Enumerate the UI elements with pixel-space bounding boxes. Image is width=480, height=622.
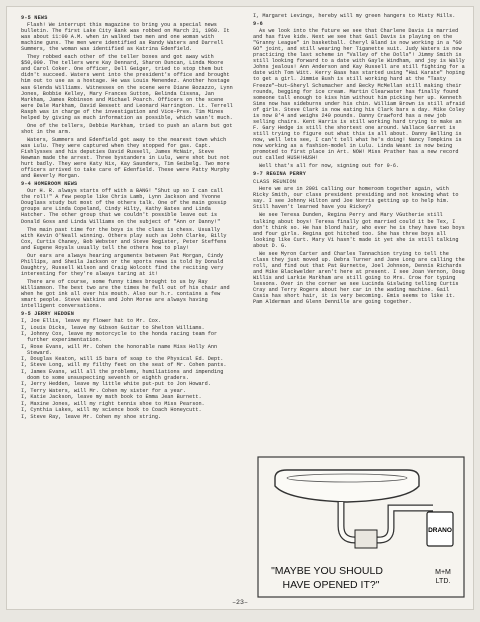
will-list-item: I, Steve Long, will my filthy feet on the seat of Mr. Cohen pants.	[21, 362, 227, 369]
will-list-item: I, Rose Evans, will Mr. Cohen the honorable name Miss Holly Ann Steward.	[21, 343, 218, 356]
news-paragraph: Flash! We interrupt this magazine to bring you a special news bulletin. The first Lake City Bank was robbed on March 21, 1960. It was about 11:00 A.M. when in walked two men and one woman with machine guns. The men were identified as Randy Waters and Darrell Summers, the woman was identified as Katrina Edenfield.	[21, 22, 230, 53]
will-list-item: I, James Evans, will all the problems, humiliations and impending doom to some unsuspecting seventh or eighth graders.	[21, 368, 224, 381]
section-title-9-5-news: 9-5 NEWS	[21, 15, 48, 21]
right-column	[253, 13, 465, 307]
news-paragraph: Waters, Summers and Edenfield got away to the nearest town which was Lulu. They were captured when they stopped for gas. Capt. Fishlysses and his deputies David Russell, James McNair, Steve Newman made the arrest. Three bystanders in Lulu, were shot but not hurt badly. They were Katy Nix, Kay Saunders, Tim Geibelg. Two more officers arrived to take care of Edenfield. These were Patty Murphy and Beverly Morgan.	[21, 136, 230, 180]
will-list-item: I, Steve Ray, leave Mr. Cohen my shoe string.	[21, 413, 162, 420]
will-list-item: I, Johnny Cox, leave my motorcycle to the honda racing team for further experimentation.	[21, 331, 218, 344]
future-paragraph: As we look into the future we see that Charlene Davis is married and has five kids. Next we see that Gail Davis is playing on the "Granny League" in basketball. Cheryl Bland is now working in a "GO GO" joint, and still wearing her Tiganette suit. Judy Waters is now practicing the last scheme in "Valley of the Dolls"! Jimmy Smith is still looking forward to a date with Gayle Windham, and joy is Wally Johns jealous! Ann Anderson and Kay Russell are still fighting for a date with Tom Witt. Kerry Baas has started using "Hai Karate" hoping to get a girl. Jimmie Bush is still working hard at the "Tasty Freeze"—but—Sheryl Schumacher and Becky McMellan still making their rounds, begging for ice cream. Martin Clearwater has finally found someone tall enough to kiss him without him picking her up. Kenneth Sims now has sideburns under his chin. William Brown is still afraid of girls. Steve Clark is now eating his Clark bars a day. Mike Coley is now 8'4 and weighs 240 pounds. Danny Crawford has a new job selling chairs. Kent Harris is still working hard trying to make an F. Gary Hedge is still the shortest one around. Wallace Garret is still trying to figure out what this is all about. Danny Belling is now, well lets see, I can't tell what he's doing! Nancy Tompkins is now working as a fashion-model in Lulu. Linda Weant is now being promoted to first place in Art. NOW! Miss Prather has a new record out called HUSH!HUSH!	[253, 28, 465, 162]
will-list-item: I, Cynthia Lakes, will my science book to Coach Honeycutt.	[21, 407, 202, 414]
will-list-item: I, Douglas Keaton, will 15 bars of soap to the Physical Ed. Dept.	[21, 356, 224, 363]
news-paragraph: They robbed each other of the teller boxes and got away with $50,000. The tellers were Kay Dennard, Sharon Duncan, Linda Moore and Carol Coker. One officer, Dell Geiger, tried to stop them but didn't succeed. Waters went into the president's office and brought him out to use as a hostage. He was Louis Menendez. Another hostage was Glenda Williams. Witnesses on the scene were Diane Bozazzo, Lynn Jones, Bobbie Kelley, Mary Frances Sutton, Belinda Cissna, Jan Markham, James Robinson and Michael Poarch. Officers on the scene were Dale Markham, David Bessett and Leonard Harrington. Lt. Terrell Rasph was in charge of the investigation and Vice-Pres. Tim Mines helped by giving as much information as possible, which wasn't much.	[21, 54, 233, 121]
page-number: –23–	[232, 599, 248, 606]
will-list-item: I, Terry Waters, will Mr. Cohen my sister for a year.	[21, 387, 186, 394]
will-list	[21, 318, 233, 419]
will-continued: I, Margaret Levings, hereby will my green hangers to Misty Mills.	[253, 13, 456, 19]
section-title-jerry-hedden: 9-5 JERRY HEDDEN	[21, 311, 75, 318]
subtitle-class-reunion: CLASS REUNION	[253, 179, 297, 186]
cartoon-caption-line1: "MAYBE YOU SHOULD	[271, 565, 383, 577]
future-signoff: Well that's all for now, signing out for 9-6.	[259, 163, 400, 170]
section-title-homeroom-news: 9-4 HOMEROOM NEWS	[21, 181, 78, 188]
will-list-item: I, Maxine Jones, will my right tennis shoe to Miss Pearson.	[21, 400, 205, 407]
section-title-9-6: 9-6	[253, 21, 263, 28]
homeroom-paragraph: Our ears are always hearing arguments between Pat Morgan, Cindy Phillips, and Sheila Jackson or the sports news is told by Donald Daughtry, Russell Wilson and Craig Wolcott find the reciting very interesting for they're always taring at it!	[21, 252, 224, 277]
reunion-paragraph: We see Teresa Dunden, Regina Perry and Mary VGutherie still talking about boys! Teresa finally got married could it be Tex, I don't think so. He has blond hair, who ever he is they have two boys and four girls. Regina got hitched too. She has three boys all looking like Curt. Mary Vi hasn't made it yet she is still talking about D. G.	[253, 212, 465, 249]
homeroom-paragraph: Our H. R. always starts off with a BANG! "Shut up so I can call the roll!" A few people like Chris Lamb, Lynn Jackson and Yvonne Douglass study but most of the others talk. One of the main gossip groups are Linda Copeland, Cindy Hilty, Kathy Bates and Linda Hatcher. The other group that we couldn't possible leave out is Donald Goss and Linda Williams on the subject of "Ann or Danny!"	[21, 188, 227, 225]
news-paragraph: One of the tellers, Debbie Markham, tried to push an alarm but got shot in the arm.	[21, 122, 233, 135]
can-label: DRANO	[428, 527, 452, 534]
artist-signature-line1: M+M	[435, 569, 451, 576]
will-list-item: I, Jerry Hedden, leave my little white put-put to Jon Howard.	[21, 381, 211, 388]
reunion-paragraph: Here we are in 2001 calling our homeroom together again, with Ricky Smith, our class president presiding and not knowing what to say. I see Johnny Hilton and Joe Norris getting up to help him. Still haven't learned have you Rickey?	[253, 186, 459, 211]
cartoon-caption-line2: HAVE OPENED IT?"	[282, 579, 380, 591]
will-list-item: I, Katie Jackson, leave my math book to Emma Jean Burnett.	[21, 394, 202, 401]
will-list-item: I, Louis Dicks, leave my Gibson Guitar to Shelton Williams.	[21, 324, 205, 331]
can-icon	[355, 530, 377, 548]
homeroom-paragraph: There are of course, some funny times brought to us by Ray Williamson. The best two are the times he fell out of his chair and when he got ink all over his mouth. Also our h.r. contains a few smart people. Steve Watkins and John Morse are always having intelligent conversations.	[21, 278, 230, 310]
artist-signature-line2: LTD.	[435, 578, 451, 585]
will-list-item: I, Joe Ellis, leave my flower hat to Mr. Cox.	[21, 318, 162, 325]
reunion-paragraph: We see Myron Carter and Charles Tannachion trying to tell the class they just moved up. Debra Turner and Jane Long are calling the roll, and find out that Pat Burnette, Joel Johnson, Dennis Richards and Mike Blackwelder aren't here at present. I see Joan Vernon, Doug Willis and Larkie Markham are still going to Mrs. Crow for typing lessons. Over in the corner we see Lucinda Gislwing telling Curtis Cray and Terry Rogers about her car in the wading machine. Gail Casis has short hair, it is very becoming. Emis seems to like it. Pam Alderman and Glenn Dennille are going together.	[253, 250, 465, 306]
yearbook-page	[6, 6, 474, 610]
left-column	[21, 13, 233, 420]
homeroom-paragraph: The main past time for the boys is the class is chess. Usually with Kevin O'Neall winning. Others play such as John Clarke, Billy Cox, Curtis Chaney, Bob Webster and Steve Register, Peter Steffens and Eugene Royals usually tell the others how to play!	[21, 226, 227, 251]
section-title-regina-perry: 9-7 REGINA PERRY	[253, 171, 307, 178]
cartoon-illustration	[257, 456, 465, 598]
